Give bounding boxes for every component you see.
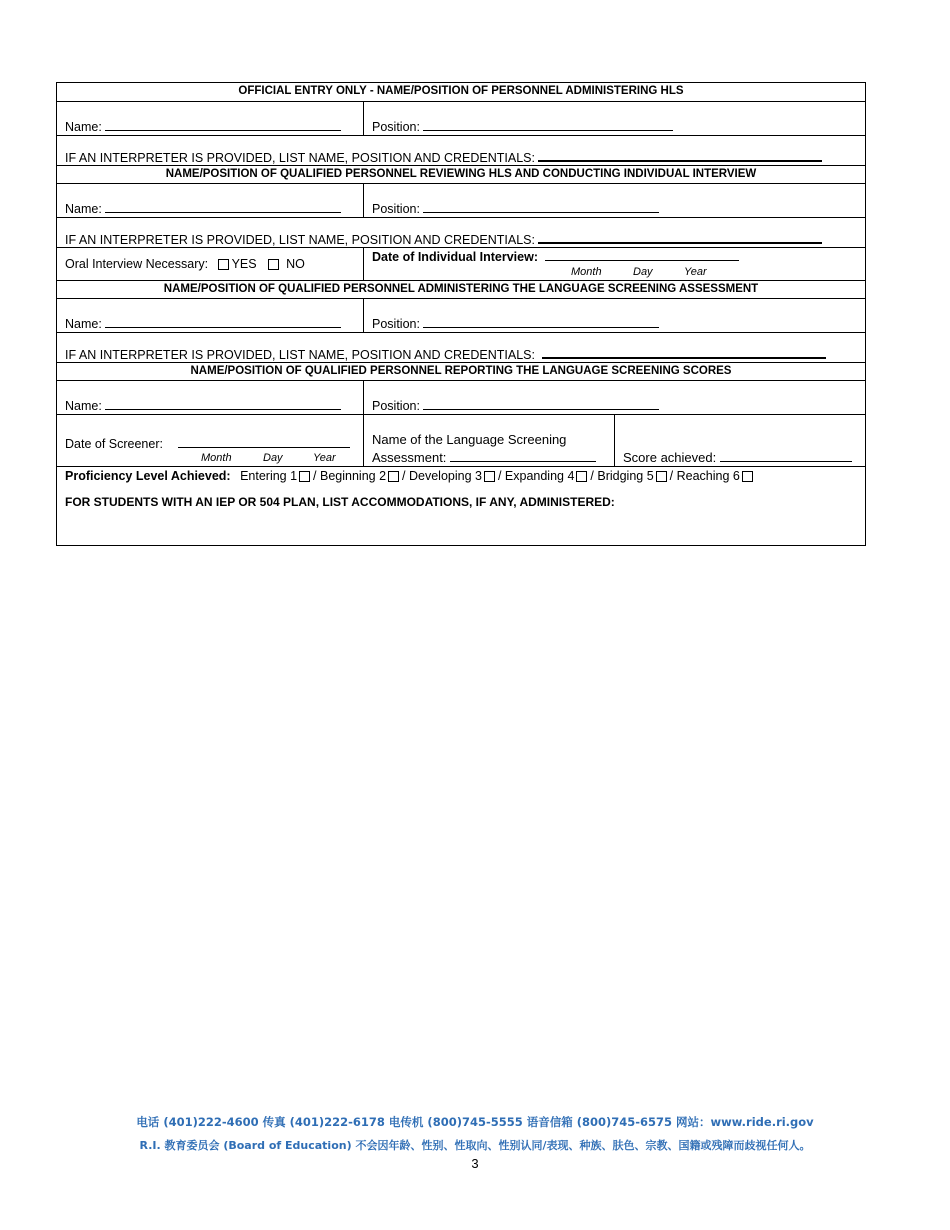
interpreter-label: IF AN INTERPRETER IS PROVIDED, LIST NAME, POSITION AND CREDENTIALS: <box>65 233 535 247</box>
interpreter-field[interactable] <box>65 231 822 248</box>
screener-date-blank[interactable] <box>178 436 350 448</box>
header-reporting-scores <box>57 362 865 380</box>
interpreter-field[interactable] <box>65 149 822 166</box>
yes-label: YES <box>231 257 257 271</box>
score-blank[interactable] <box>720 450 852 462</box>
assessment-label: Assessment: <box>372 450 447 465</box>
name-label: Name: <box>65 399 102 413</box>
section-header: NAME/POSITION OF QUALIFIED PERSONNEL REPORTING THE LANGUAGE SCREENING SCORES <box>190 365 732 377</box>
screening-admin-row <box>57 298 865 332</box>
footer-notice: R.I. 教育委员会 (Board of Education) 不会因年龄、性别、性取向、性别认同/表现、种族、肤色、宗教、国籍或残障而歧视任何人。 <box>139 1139 811 1152</box>
position-label: Position: <box>372 317 420 331</box>
footer-contact: 电话 (401)222-4600 传真 (401)222-6178 电传机 (800)745-5555 语音信箱 (800)745-6575 网站：www.ride.ri.gov <box>136 1115 814 1129</box>
developing-checkbox[interactable] <box>484 471 495 482</box>
interpreter-label: IF AN INTERPRETER IS PROVIDED, LIST NAME, POSITION AND CREDENTIALS: <box>65 151 535 165</box>
position-field[interactable] <box>372 398 659 414</box>
proficiency-row <box>57 466 865 546</box>
position-blank[interactable] <box>423 119 673 131</box>
section-header: NAME/POSITION OF QUALIFIED PERSONNEL REVIEWING HLS AND CONDUCTING INDIVIDUAL INTERVIEW <box>165 168 757 180</box>
level-reaching: Reaching 6 <box>677 469 756 483</box>
assessment-blank[interactable] <box>450 450 596 462</box>
level-beginning: Beginning 2 / <box>320 469 409 483</box>
name-label: Name: <box>65 202 102 216</box>
month-caption: Month <box>571 266 602 278</box>
position-field[interactable] <box>372 119 673 135</box>
official-entry-form <box>56 82 866 546</box>
oral-interview-field <box>65 257 305 272</box>
header-administering-hls <box>57 83 865 101</box>
divider <box>363 248 364 280</box>
name-field[interactable] <box>65 201 341 217</box>
bridging-checkbox[interactable] <box>656 471 667 482</box>
section-header: OFFICIAL ENTRY ONLY - NAME/POSITION OF PERSONNEL ADMINISTERING HLS <box>238 85 684 97</box>
page-number: 3 <box>471 1156 479 1171</box>
interpreter-blank[interactable] <box>538 231 822 244</box>
level-bridging: Bridging 5 / <box>597 469 677 483</box>
expanding-checkbox[interactable] <box>576 471 587 482</box>
no-checkbox[interactable] <box>268 259 279 270</box>
name-label: Name: <box>65 120 102 134</box>
name-blank[interactable] <box>105 201 341 213</box>
iep-accommodations-area[interactable] <box>65 513 857 543</box>
position-blank[interactable] <box>423 201 659 213</box>
position-label: Position: <box>372 120 420 134</box>
name-field[interactable] <box>65 119 341 135</box>
level-entering: Entering 1 / <box>240 469 320 483</box>
screener-date-field[interactable] <box>65 436 350 452</box>
assessment-line1: Name of the Language Screening <box>372 432 567 447</box>
screener-date-label: Date of Screener: <box>65 437 163 451</box>
header-screening-assessment <box>57 280 865 298</box>
level-developing: Developing 3 / <box>408 469 505 483</box>
name-blank[interactable] <box>105 316 341 328</box>
assessment-field[interactable] <box>372 450 596 465</box>
interpreter-row-3 <box>57 332 865 362</box>
position-blank[interactable] <box>423 398 659 410</box>
reviewer-row <box>57 183 865 217</box>
year-caption: Year <box>313 452 336 464</box>
oral-interview-row <box>57 247 865 280</box>
month-caption: Month <box>201 452 232 464</box>
divider <box>614 415 615 466</box>
name-blank[interactable] <box>105 119 341 131</box>
day-caption: Day <box>633 266 653 278</box>
position-blank[interactable] <box>423 316 659 328</box>
score-field[interactable] <box>623 450 852 465</box>
year-caption: Year <box>684 266 707 278</box>
position-label: Position: <box>372 399 420 413</box>
position-label: Position: <box>372 202 420 216</box>
day-caption: Day <box>263 452 283 464</box>
divider <box>363 184 364 217</box>
proficiency-label: Proficiency Level Achieved: <box>65 469 231 483</box>
yes-checkbox[interactable] <box>218 259 229 270</box>
divider <box>363 415 364 466</box>
interpreter-blank[interactable] <box>538 149 822 162</box>
entering-checkbox[interactable] <box>299 471 310 482</box>
interpreter-blank[interactable] <box>542 346 826 359</box>
header-reviewing-hls <box>57 165 865 183</box>
date-interview-blank[interactable] <box>545 249 739 261</box>
reporting-row <box>57 380 865 414</box>
date-interview-label: Date of Individual Interview: <box>372 250 538 264</box>
score-label: Score achieved: <box>623 450 717 465</box>
name-field[interactable] <box>65 316 341 332</box>
name-label: Name: <box>65 317 102 331</box>
date-interview-field[interactable] <box>372 249 739 265</box>
divider <box>363 299 364 332</box>
divider <box>363 381 364 414</box>
position-field[interactable] <box>372 201 659 217</box>
proficiency-field <box>65 469 756 484</box>
oral-interview-label: Oral Interview Necessary: <box>65 257 209 271</box>
level-expanding: Expanding 4 / <box>504 469 598 483</box>
position-field[interactable] <box>372 316 659 332</box>
reaching-checkbox[interactable] <box>742 471 753 482</box>
beginning-checkbox[interactable] <box>388 471 399 482</box>
name-blank[interactable] <box>105 398 341 410</box>
divider <box>363 102 364 135</box>
iep-label: FOR STUDENTS WITH AN IEP OR 504 PLAN, LIST ACCOMMODATIONS, IF ANY, ADMINISTERED: <box>65 495 615 509</box>
interpreter-row-1 <box>57 135 865 165</box>
hls-admin-row <box>57 101 865 135</box>
screener-row <box>57 414 865 466</box>
interpreter-label: IF AN INTERPRETER IS PROVIDED, LIST NAME, POSITION AND CREDENTIALS: <box>65 348 535 362</box>
no-label: NO <box>286 257 305 271</box>
interpreter-field[interactable] <box>65 346 826 363</box>
name-field[interactable] <box>65 398 341 414</box>
interpreter-row-2 <box>57 217 865 247</box>
section-header: NAME/POSITION OF QUALIFIED PERSONNEL ADMINISTERING THE LANGUAGE SCREENING ASSESSMENT <box>163 283 759 295</box>
